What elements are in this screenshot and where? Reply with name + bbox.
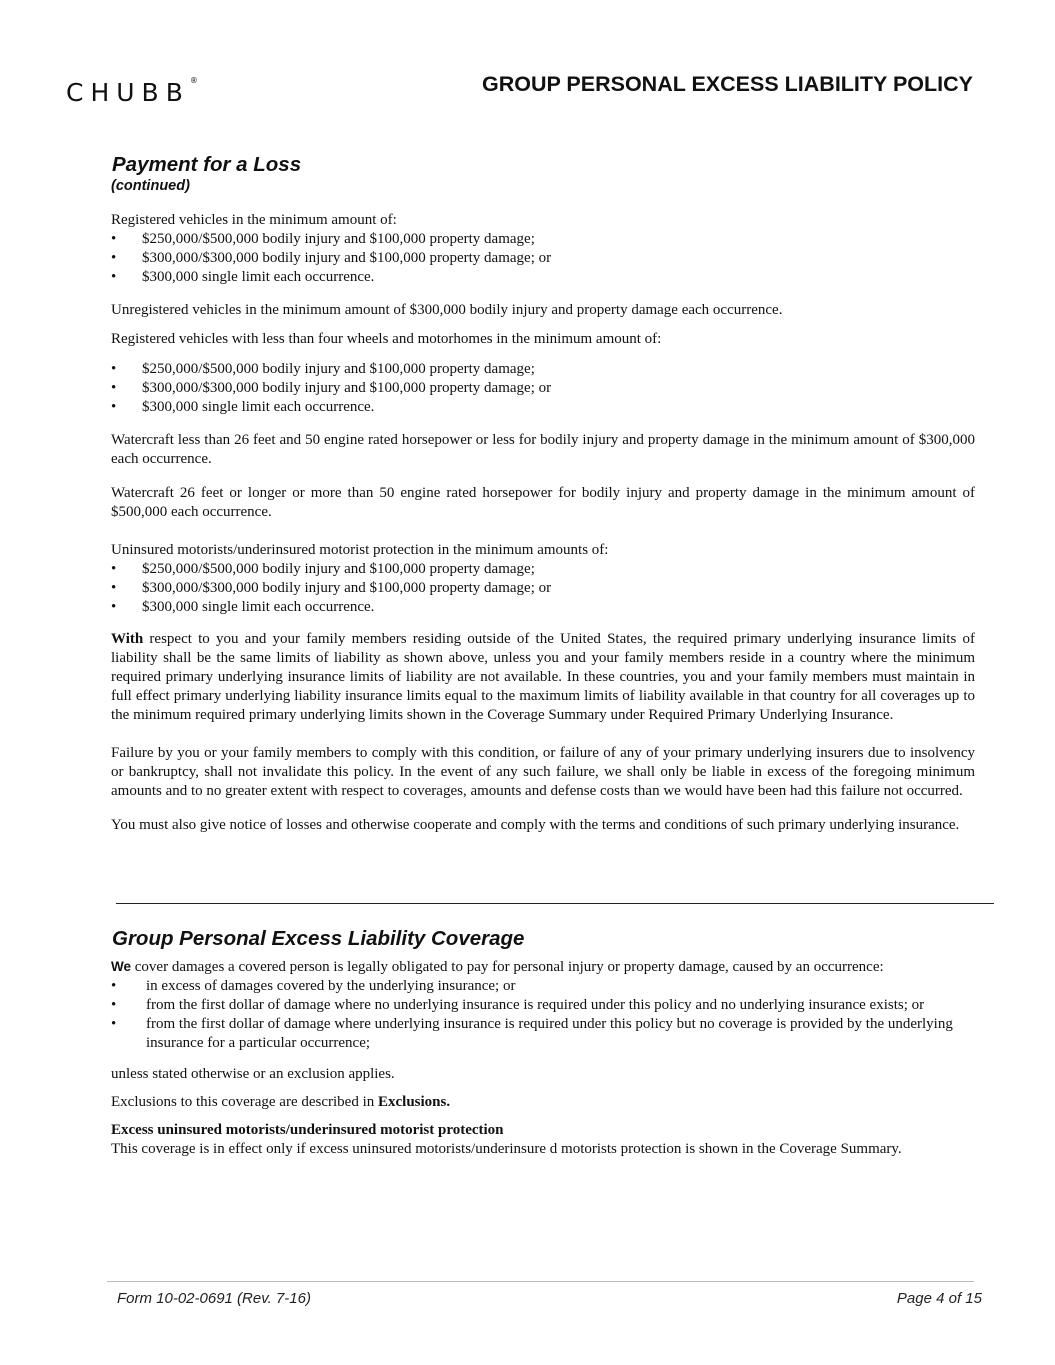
list-item: • from the first dollar of damage where no underlying insurance is required under this policy and no underlying insurance exists; or xyxy=(111,996,975,1015)
unregistered-paragraph: Unregistered vehicles in the minimum amount of $300,000 bodily injury and property damage each occurrence. xyxy=(111,302,783,318)
we-lead: We xyxy=(111,959,132,974)
we-cover-paragraph xyxy=(111,957,975,977)
form-number: Form 10-02-0691 (Rev. 7-16) xyxy=(117,1290,311,1307)
watercraft-small-paragraph: Watercraft less than 26 feet and 50 engine rated horsepower or less for bodily injury and property damage in the minimum amount of $300,000 each occurrence. xyxy=(111,432,975,467)
document-title: GROUP PERSONAL EXCESS LIABILITY POLICY xyxy=(481,72,973,96)
logo-text: CHUBB xyxy=(66,78,190,107)
with-lead: With xyxy=(111,631,144,647)
section-excess-liability-coverage xyxy=(111,926,975,1159)
section-divider xyxy=(116,903,994,904)
list-item: • $300,000/$300,000 bodily injury and $100,000 property damage; or xyxy=(111,379,975,398)
list-item: • $300,000/$300,000 bodily injury and $100,000 property damage; or xyxy=(111,249,975,268)
list-item: • in excess of damages covered by the underlying insurance; or xyxy=(111,977,975,996)
page-number: Page 4 of 15 xyxy=(896,1290,982,1307)
excess-um-paragraph: This coverage is in effect only if excess uninsured motorists/underinsure d motorists protection is shown in the Coverage Summary. xyxy=(111,1141,902,1157)
uninsured-intro: Uninsured motorists/underinsured motorist protection in the minimum amounts of: xyxy=(111,542,609,558)
section-payment-for-loss xyxy=(111,152,975,835)
registered-intro: Registered vehicles in the minimum amount of: xyxy=(111,212,397,228)
list-item: • $250,000/$500,000 bodily injury and $100,000 property damage; xyxy=(111,360,975,379)
excess-um-heading-text: Excess uninsured motorists/underinsured motorist protection xyxy=(111,1122,504,1138)
exclusions-paragraph xyxy=(111,1093,975,1112)
with-rest: respect to you and your family members residing outside of the United States, the required primary underlying insurance limits of liability shall be the same limits of liability as shown above, unless you and your family members reside in a country where the minimum required primary underlying insurance limits of liability are not available. In these countries, you and your family members must maintain in full effect primary underlying liability insurance limits equal to the maximum limits of liability available in that country for all coverages up to the minimum required primary underlying limits shown in the Coverage Summary under Required Primary Underlying Insurance. xyxy=(111,631,975,723)
exclusions-lead: Exclusions to this coverage are described in xyxy=(111,1094,378,1110)
watercraft-large-paragraph: Watercraft 26 feet or longer or more than 50 engine rated horsepower for bodily injury and property damage in the minimum amount of $500,000 each occurrence. xyxy=(111,485,975,520)
registered-mark: ® xyxy=(189,76,198,85)
chubb-logo xyxy=(66,78,198,107)
exclusions-link-text: Exclusions. xyxy=(378,1094,451,1110)
section-heading: Payment for a Loss xyxy=(112,153,302,176)
less-four-wheels-bullets xyxy=(111,360,975,417)
list-item: • $300,000/$300,000 bodily injury and $100,000 property damage; or xyxy=(111,579,975,598)
notice-paragraph: You must also give notice of losses and otherwise cooperate and comply with the terms and conditions of such primary underlying insurance. xyxy=(111,817,960,833)
failure-paragraph: Failure by you or your family members to comply with this condition, or failure of any of your primary underlying insurers due to insolvency or bankruptcy, shall not invalidate this policy. In the event of any such failure, we shall only be liable in excess of the foregoing minimum amounts and to no greater extent with respect to coverages, amounts and defense costs than we would have been had this failure not occurred. xyxy=(111,745,975,799)
list-item: • $250,000/$500,000 bodily injury and $100,000 property damage; xyxy=(111,230,975,249)
list-item: • $300,000 single limit each occurrence. xyxy=(111,598,975,617)
coverage-bullets xyxy=(111,977,975,1053)
list-item: • $300,000 single limit each occurrence. xyxy=(111,268,975,287)
outside-us-paragraph xyxy=(111,630,975,725)
footer-divider xyxy=(107,1281,974,1282)
section-heading: Group Personal Excess Liability Coverage xyxy=(112,927,525,950)
registered-bullets xyxy=(111,230,975,287)
list-item: • $250,000/$500,000 bodily injury and $100,000 property damage; xyxy=(111,560,975,579)
list-item: • from the first dollar of damage where underlying insurance is required under this policy but no coverage is provided by the underlying insurance for a particular occurrence; xyxy=(111,1015,975,1053)
excess-um-heading xyxy=(111,1121,975,1140)
uninsured-bullets xyxy=(111,560,975,617)
list-item: • $300,000 single limit each occurrence. xyxy=(111,398,975,417)
we-rest: cover damages a covered person is legally obligated to pay for personal injury or property damage, caused by an occurrence: xyxy=(131,959,884,975)
less-four-wheels-intro: Registered vehicles with less than four wheels and motorhomes in the minimum amount of: xyxy=(111,331,662,347)
unless-paragraph: unless stated otherwise or an exclusion applies. xyxy=(111,1066,395,1082)
section-subheading: (continued) xyxy=(111,178,190,194)
